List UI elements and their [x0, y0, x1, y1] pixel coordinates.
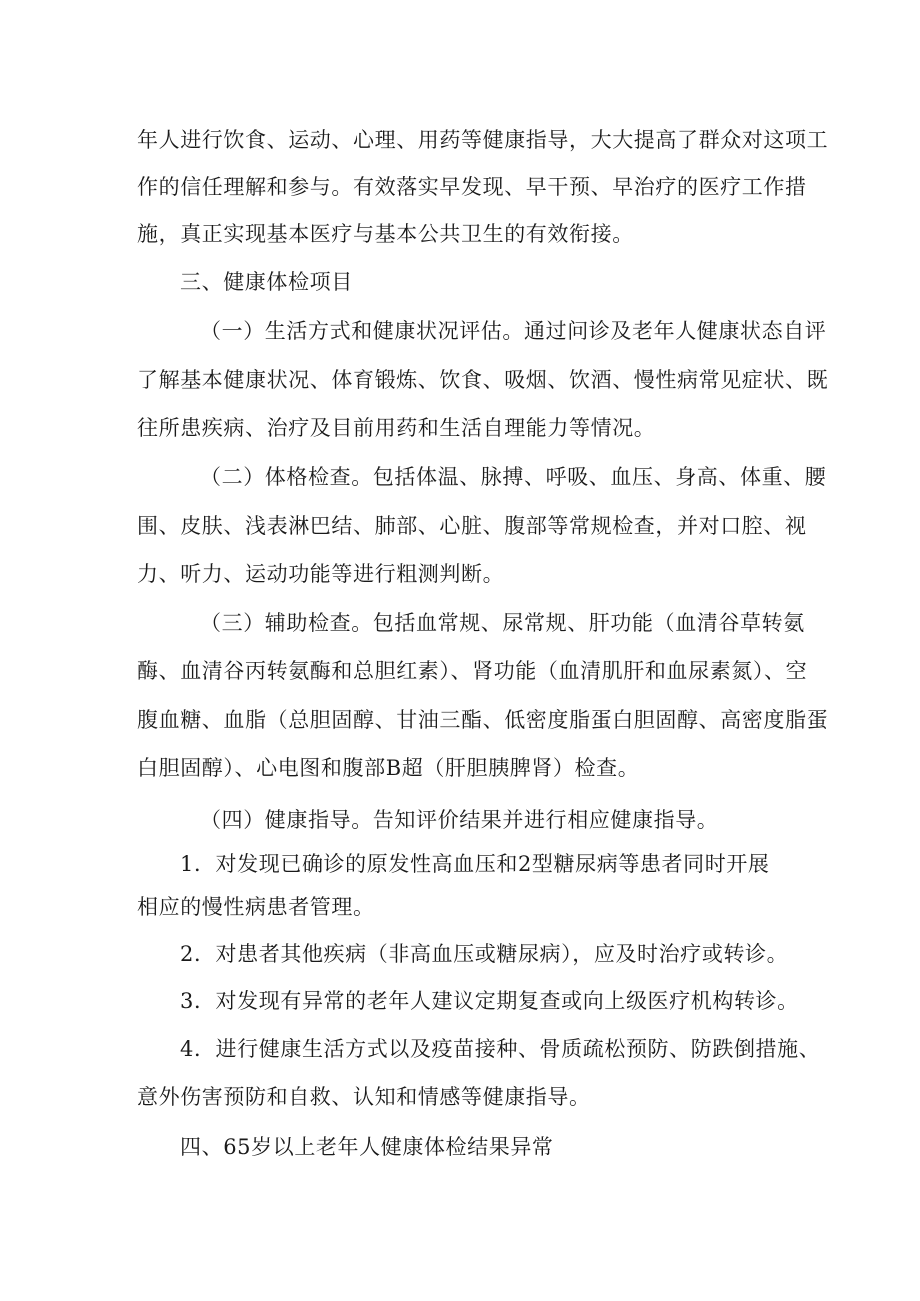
- list-item-3: 3．对发现有异常的老年人建议定期复查或向上级医疗机构转诊。: [180, 989, 799, 1013]
- section-4-heading: 四、65岁以上老年人健康体检结果异常: [180, 1135, 554, 1159]
- assessment-para-line-2: 了解基本健康状况、体育锻炼、饮食、吸烟、饮酒、慢性病常见症状、既: [137, 368, 829, 392]
- aux-exam-para-line-3: 腹血糖、血脂（总胆固醇、甘油三酯、低密度脂蛋白胆固醇、高密度脂蛋: [137, 708, 829, 732]
- list-item-1-line-2: 相应的慢性病患者管理。: [137, 895, 375, 919]
- list-item-4-line-1: 4．进行健康生活方式以及疫苗接种、骨质疏松预防、防跌倒措施、: [180, 1037, 821, 1061]
- aux-exam-para-line-4: 白胆固醇）、心电图和腹部B超（肝胆胰脾肾）检查。: [137, 756, 640, 780]
- list-item-2: 2．对患者其他疾病（非高血压或糖尿病），应及时治疗或转诊。: [180, 942, 789, 966]
- physical-exam-para-line-1: （二）体格检查。包括体温、脉搏、呼吸、血压、身高、体重、腰: [200, 465, 827, 489]
- list-item-1-line-1: 1．对发现已确诊的原发性高血压和2型糖尿病等患者同时开展: [180, 852, 770, 876]
- aux-exam-para-line-1: （三）辅助检查。包括血常规、尿常规、肝功能（血清谷草转氨: [200, 611, 805, 635]
- aux-exam-para-line-2: 酶、血清谷丙转氨酶和总胆红素）、肾功能（血清肌肝和血尿素氮）、空: [137, 659, 808, 683]
- physical-exam-para-line-2: 围、皮肤、浅表淋巴结、肺部、心脏、腹部等常规检查，并对口腔、视: [137, 514, 807, 538]
- physical-exam-para-line-3: 力、听力、运动功能等进行粗测判断。: [137, 562, 505, 586]
- intro-line-3: 施，真正实现基本医疗与基本公共卫生的有效衔接。: [137, 222, 634, 246]
- list-item-4-line-2: 意外伤害预防和自救、认知和情感等健康指导。: [137, 1085, 591, 1109]
- guidance-para-line-1: （四）健康指导。告知评价结果并进行相应健康指导。: [200, 808, 719, 832]
- assessment-para-line-1: （一）生活方式和健康状况评估。通过问诊及老年人健康状态自评: [200, 319, 827, 343]
- intro-line-1: 年人进行饮食、运动、心理、用药等健康指导，大大提高了群众对这项工: [137, 128, 829, 152]
- intro-line-2: 作的信任理解和参与。有效落实早发现、早干预、早治疗的医疗工作措: [137, 175, 807, 199]
- assessment-para-line-3: 往所患疾病、治疗及目前用药和生活自理能力等情况。: [137, 416, 656, 440]
- section-3-heading: 三、健康体检项目: [180, 270, 353, 294]
